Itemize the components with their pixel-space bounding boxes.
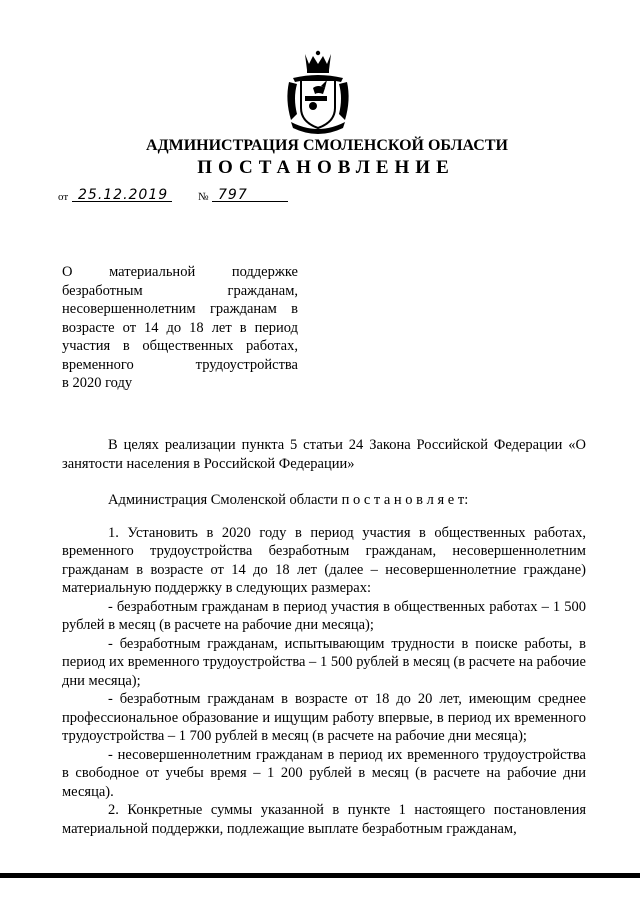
item-2-paragraph: 2. Конкретные суммы указанной в пункте 1 настоящего постановления материальной поддержки, подлежащие выплате безработным гражданам, [62, 802, 586, 837]
scan-bottom-edge [0, 873, 640, 878]
document-body [62, 436, 586, 838]
handwritten-date: 25.12.2019 [78, 187, 169, 203]
item-1-bullet: - безработным гражданам, испытывающим трудности в поиске работы, в период их временного трудоустройства – 1 500 рублей в месяц (в расчете на рабочие дни месяца); [62, 635, 586, 689]
organization-title: АДМИНИСТРАЦИЯ СМОЛЕНСКОЙ ОБЛАСТИ [146, 137, 508, 154]
subject-line: возрасте от 14 до 18 лет в период [62, 319, 298, 336]
date-number-line [58, 185, 318, 205]
handwritten-number: 797 [218, 187, 248, 203]
preamble-paragraph: В целях реализации пункта 5 статьи 24 Закона Российской Федерации «О занятости населения в Российской Федерации» [62, 437, 586, 472]
subject-line: безработным гражданам, [62, 282, 298, 299]
document-subject [62, 263, 298, 393]
item-1-intro: 1. Установить в 2020 году в период участия в общественных работах, временного трудоустройства безработным гражданам, несовершеннолетним гражданам в возрасте от 14 до 18 лет (далее – несовершеннолетние граждане) материальную поддержку в следующих размерах: [62, 524, 586, 596]
item-1-bullet: - безработным гражданам в возрасте от 18 до 20 лет, имеющим среднее профессиональное образование и ищущим работу впервые, в период их временного трудоустройства – 1 700 рублей в месяц (в расчете на рабочие дни месяца); [62, 691, 586, 744]
subject-line: участия в общественных работах, [62, 338, 298, 354]
subject-line: О материальной поддержке [62, 264, 298, 280]
subject-line: несовершеннолетним гражданам в [62, 301, 298, 317]
smolensk-coat-of-arms-icon [283, 50, 353, 134]
item-1-bullet: - несовершеннолетним гражданам в период их временного трудоустройства в свободное от учебы время – 1 200 рублей в месяц (в расчете на рабочие дни месяца). [62, 746, 586, 800]
date-from-label: от [58, 191, 69, 203]
number-label: № [198, 191, 209, 203]
subject-line: временного трудоустройства [62, 356, 298, 373]
item-1-bullet: - безработным гражданам в период участия в общественных работах – 1 500 рублей в месяц (в расчете на рабочие дни месяца); [62, 598, 586, 633]
subject-line: в 2020 году [62, 375, 133, 391]
document-type-title: ПОСТАНОВЛЕНИЕ [197, 157, 455, 178]
resolution-phrase: Администрация Смоленской области п о с т а н о в л я е т: [108, 492, 469, 508]
